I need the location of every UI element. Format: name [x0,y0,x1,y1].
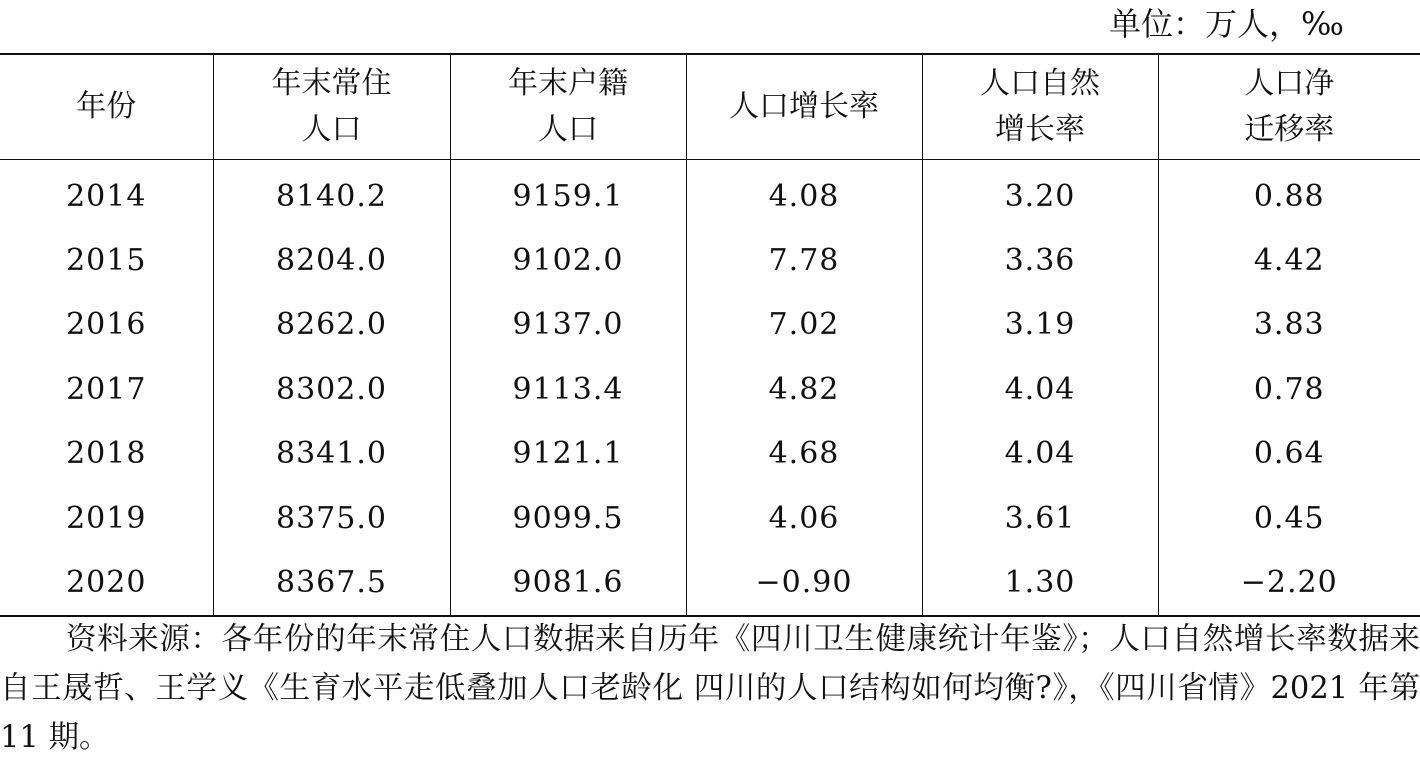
header-resident-population-line-2: 人口 [214,107,450,153]
cell-natural-growth-rate: 4.04 [922,422,1158,486]
table-row [0,160,1420,229]
cell-natural-growth-rate: 3.19 [922,293,1158,357]
header-resident-population-line-1: 年末常住 [214,61,450,107]
cell-resident-population: 8204.0 [213,228,450,292]
cell-year: 2018 [0,422,213,486]
cell-net-migration-rate: 0.88 [1158,160,1420,229]
cell-year: 2015 [0,228,213,292]
header-growth-rate [686,54,922,160]
header-registered-population [450,54,686,160]
cell-net-migration-rate: 3.83 [1158,293,1420,357]
cell-natural-growth-rate: 4.04 [922,357,1158,421]
header-net-migration-rate [1158,54,1420,160]
cell-net-migration-rate: 0.64 [1158,422,1420,486]
cell-growth-rate: 4.08 [686,160,922,229]
table-row [0,486,1420,550]
table-row [0,357,1420,421]
cell-natural-growth-rate: 1.30 [922,550,1158,615]
cell-resident-population: 8367.5 [213,550,450,615]
cell-resident-population: 8341.0 [213,422,450,486]
cell-resident-population: 8375.0 [213,486,450,550]
header-year-line-1: 年份 [0,84,213,130]
cell-natural-growth-rate: 3.36 [922,228,1158,292]
cell-year: 2020 [0,550,213,615]
header-natural-growth-rate-line-1: 人口自然 [923,61,1158,107]
cell-net-migration-rate: −2.20 [1158,550,1420,615]
header-row [0,54,1420,160]
cell-registered-population: 9137.0 [450,293,686,357]
cell-net-migration-rate: 0.45 [1158,486,1420,550]
cell-growth-rate: 4.06 [686,486,922,550]
unit-label: 单位：万人，‰ [1109,2,1344,46]
population-table [0,53,1420,617]
cell-year: 2019 [0,486,213,550]
header-net-migration-rate-line-2: 迁移率 [1159,107,1420,153]
header-registered-population-line-2: 人口 [451,107,686,153]
cell-registered-population: 9121.1 [450,422,686,486]
header-net-migration-rate-line-1: 人口净 [1159,61,1420,107]
cell-year: 2016 [0,293,213,357]
cell-registered-population: 9113.4 [450,357,686,421]
source-note: 资料来源：各年份的年末常住人口数据来自历年《四川卫生健康统计年鉴》；人口自然增长率数据来自王晟哲、王学义《生育水平走低叠加人口老龄化 四川的人口结构如何均衡?》，《四川省情》2021 年第 11 期。 [0,615,1420,762]
cell-resident-population: 8140.2 [213,160,450,229]
cell-registered-population: 9099.5 [450,486,686,550]
cell-natural-growth-rate: 3.61 [922,486,1158,550]
table-row [0,293,1420,357]
table-row [0,228,1420,292]
cell-registered-population: 9102.0 [450,228,686,292]
cell-net-migration-rate: 4.42 [1158,228,1420,292]
cell-resident-population: 8262.0 [213,293,450,357]
cell-registered-population: 9081.6 [450,550,686,615]
table-row [0,550,1420,615]
cell-year: 2017 [0,357,213,421]
cell-growth-rate: 4.82 [686,357,922,421]
cell-natural-growth-rate: 3.20 [922,160,1158,229]
cell-year: 2014 [0,160,213,229]
cell-growth-rate: 7.78 [686,228,922,292]
cell-resident-population: 8302.0 [213,357,450,421]
header-registered-population-line-1: 年末户籍 [451,61,686,107]
header-natural-growth-rate-line-2: 增长率 [923,107,1158,153]
cell-registered-population: 9159.1 [450,160,686,229]
cell-net-migration-rate: 0.78 [1158,357,1420,421]
cell-growth-rate: −0.90 [686,550,922,615]
header-growth-rate-line-1: 人口增长率 [687,84,922,130]
table-row [0,422,1420,486]
cell-growth-rate: 4.68 [686,422,922,486]
header-year [0,54,213,160]
header-resident-population [213,54,450,160]
cell-growth-rate: 7.02 [686,293,922,357]
header-natural-growth-rate [922,54,1158,160]
